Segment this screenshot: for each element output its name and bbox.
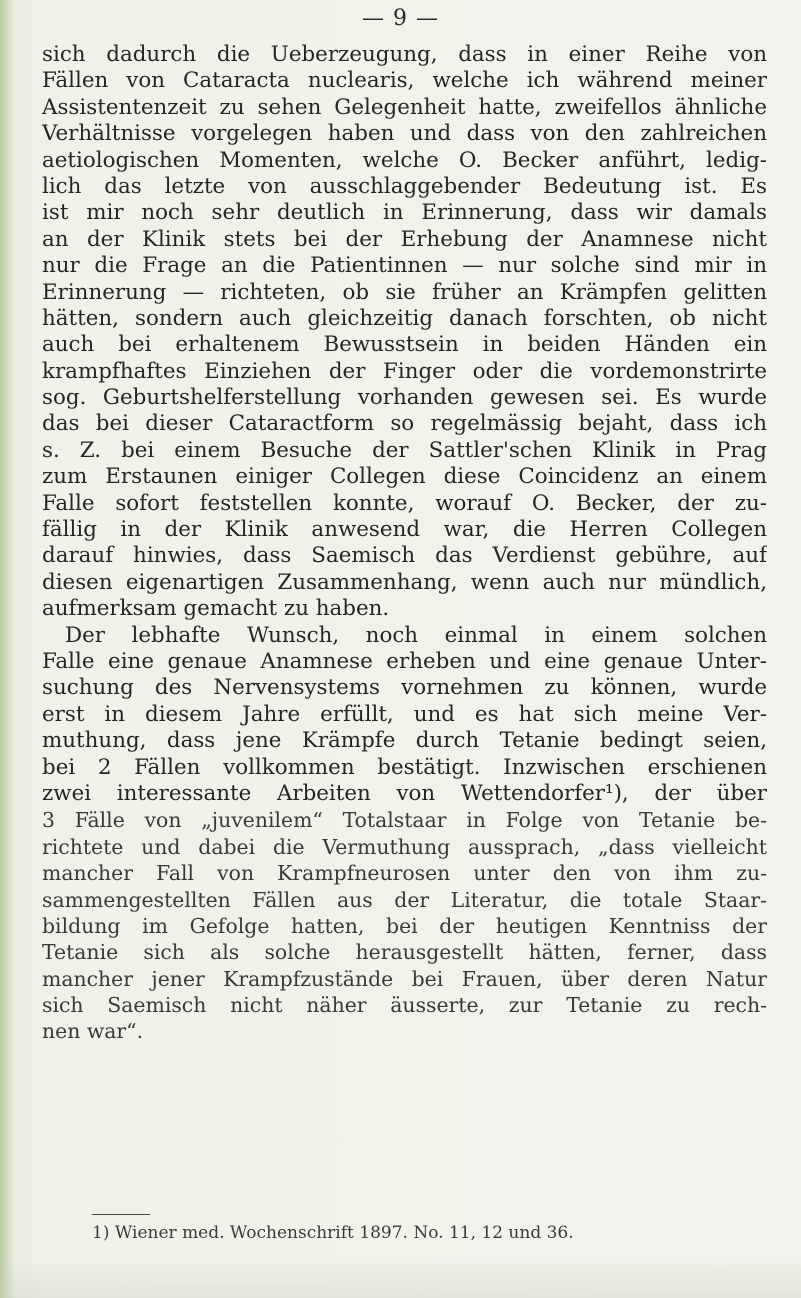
text-line: sich dadurch die Ueberzeugung, dass in einer Reihe von [42, 42, 767, 67]
text-line: zum Erstaunen einiger Collegen diese Coincidenz an einem [42, 464, 767, 490]
text-line: mancher Fall von Krampfneurosen unter den von ihm zu- [42, 861, 767, 886]
page-bottom-shading [0, 1258, 801, 1298]
body-text [42, 42, 767, 1045]
text-line: diesen eigenartigen Zusammenhang, wenn auch nur mündlich, [42, 569, 767, 595]
text-line: Falle sofort feststellen konnte, worauf O. Becker, der zu- [42, 490, 767, 516]
text-line: hätten, sondern auch gleichzeitig danach forschten, ob nicht [42, 305, 767, 331]
text-line: Fällen von Cataracta nuclearis, welche ich während meiner [42, 68, 767, 94]
text-line: auch bei erhaltenem Bewusstsein in beiden Händen ein [42, 332, 767, 358]
text-line: sog. Geburtshelferstellung vorhanden gewesen sei. Es wurde [42, 385, 767, 411]
text-line: an der Klinik stets bei der Erhebung der Anamnese nicht [42, 226, 767, 252]
text-line: sammengestellten Fällen aus der Literatur, die totale Staar- [42, 887, 767, 912]
page-number: — 9 — [362, 6, 439, 31]
text-line: muthung, dass jene Krämpfe durch Tetanie bedingt seien, [42, 728, 767, 754]
text-line: mancher jener Krampfzustände bei Frauen, über deren Natur [42, 966, 767, 991]
page-spine-shadow [0, 0, 14, 1298]
text-line: sich Saemisch nicht näher äusserte, zur Tetanie zu rech- [42, 993, 767, 1018]
text-line: bei 2 Fällen vollkommen bestätigt. Inzwischen erschienen [42, 754, 767, 780]
text-line: Assistentenzeit zu sehen Gelegenheit hatte, zweifellos ähnliche [42, 94, 767, 120]
paragraph-end-line: nen war“. [42, 1019, 144, 1044]
text-line: darauf hinwies, dass Saemisch das Verdienst gebühre, auf [42, 543, 767, 569]
text-line: suchung des Nervensystems vornehmen zu können, wurde [42, 675, 767, 701]
text-line: lich das letzte von ausschlaggebender Bedeutung ist. Es [42, 173, 767, 199]
text-line: zwei interessante Arbeiten von Wettendorfer¹), der über [42, 780, 767, 806]
text-line: Verhältnisse vorgelegen haben und dass von den zahlreichen [42, 121, 767, 147]
footnote: 1) Wiener med. Wochenschrift 1897. No. 11, 12 und 36. [92, 1223, 574, 1243]
text-line: ist mir noch sehr deutlich in Erinnerung, dass wir damals [42, 200, 767, 226]
text-line: bildung im Gefolge hatten, bei der heutigen Kenntniss der [42, 913, 767, 938]
paragraph-end-line: aufmerksam gemacht zu haben. [42, 596, 390, 622]
footnote-divider [92, 1214, 150, 1215]
text-line: s. Z. bei einem Besuche der Sattler'schen Klinik in Prag [42, 437, 767, 463]
text-line: nur die Frage an die Patientinnen — nur solche sind mir in [42, 253, 767, 279]
text-line: aetiologischen Momenten, welche O. Becker anführt, ledig- [42, 147, 767, 173]
text-line: Falle eine genaue Anamnese erheben und eine genaue Unter- [42, 648, 767, 674]
text-line: krampfhaftes Einziehen der Finger oder die vordemonstrirte [42, 358, 767, 384]
text-line: fällig in der Klinik anwesend war, die Herren Collegen [42, 517, 767, 543]
paragraph-start-line: Der lebhafte Wunsch, noch einmal in einem solchen [65, 622, 767, 648]
text-line: 3 Fälle von „juvenilem“ Totalstaar in Folge von Tetanie be- [42, 808, 767, 833]
text-line: das bei dieser Cataractform so regelmässig bejaht, dass ich [42, 411, 767, 437]
text-line: Erinnerung — richteten, ob sie früher an Krämpfen gelitten [42, 279, 767, 305]
text-line: Tetanie sich als solche herausgestellt hätten, ferner, dass [42, 940, 767, 965]
text-line: richtete und dabei die Vermuthung aussprach, „dass vielleicht [42, 834, 767, 859]
text-line: erst in diesem Jahre erfüllt, und es hat sich meine Ver- [42, 701, 767, 727]
